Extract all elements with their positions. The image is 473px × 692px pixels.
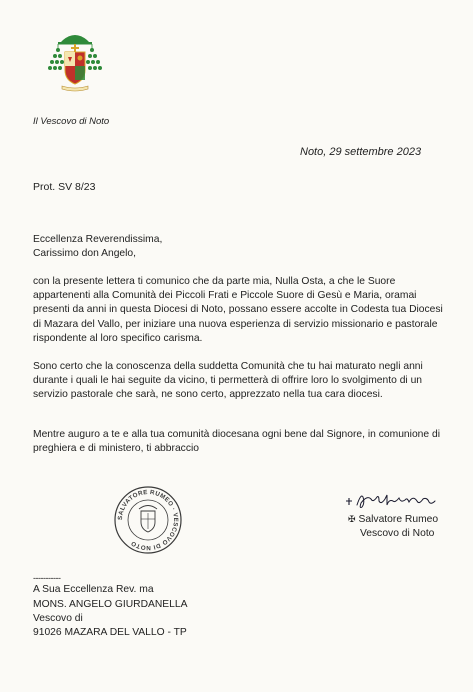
body-paragraph-1: con la presente lettera ti comunico che da parte mia, Nulla Osta, a che le Suore appartenenti alla Comunità dei Piccoli Frati e Piccole Suore di Gesù e Maria, oramai presenti da anni in questa Diocesi di Noto, possano essere accolte in Codesta tua Diocesi di Mazara del Vallo, per iniziare una nuova esperienza di servizio missionario e pastorale rispondente al loro specifico carisma. bbox=[33, 276, 443, 344]
episcopal-seal-stamp bbox=[113, 485, 183, 555]
salutation-line-2: Carissimo don Angelo, bbox=[33, 248, 137, 260]
seal-text: SALVATORE RUMEO · VESCOVO DI NOTO bbox=[116, 488, 180, 552]
letter-date: Noto, 29 settembre 2023 bbox=[300, 146, 422, 158]
body-paragraph-2: Sono certo che la conoscenza della suddetta Comunità che tu hai maturato negli anni durante i quali le hai seguite da vicino, ti permetterà di offrire loro lo svolgimento di un servizio pastorale che sarà, ne sono certo, apprezzato nella tua cara diocesi. bbox=[33, 361, 423, 401]
body-paragraph-3: Mentre auguro a te e alla tua comunità diocesana ogni bene dal Signore, in comunione di preghiera e di ministero, ti abbraccio bbox=[33, 429, 440, 455]
cross-icon: ✠ bbox=[348, 514, 356, 524]
sender-line: Il Vescovo di Noto bbox=[33, 116, 110, 127]
addressee-line-4: 91026 MAZARA DEL VALLO - TP bbox=[33, 627, 187, 638]
salutation-line-1: Eccellenza Reverendissima, bbox=[33, 234, 163, 245]
protocol-number: Prot. SV 8/23 bbox=[33, 181, 96, 193]
addressee-line-2: MONS. ANGELO GIURDANELLA bbox=[33, 599, 188, 610]
addressee-line-3: Vescovo di bbox=[33, 613, 83, 624]
handwritten-signature bbox=[343, 489, 443, 513]
signatory-name: ✠ Salvatore Rumeo bbox=[348, 514, 439, 525]
addressee-line-1: A Sua Eccellenza Rev. ma bbox=[33, 584, 154, 595]
separator-dashes: ----------- bbox=[33, 573, 61, 583]
coat-of-arms-icon bbox=[44, 30, 106, 94]
signatory-title: Vescovo di Noto bbox=[360, 528, 435, 539]
salutation bbox=[33, 233, 162, 261]
